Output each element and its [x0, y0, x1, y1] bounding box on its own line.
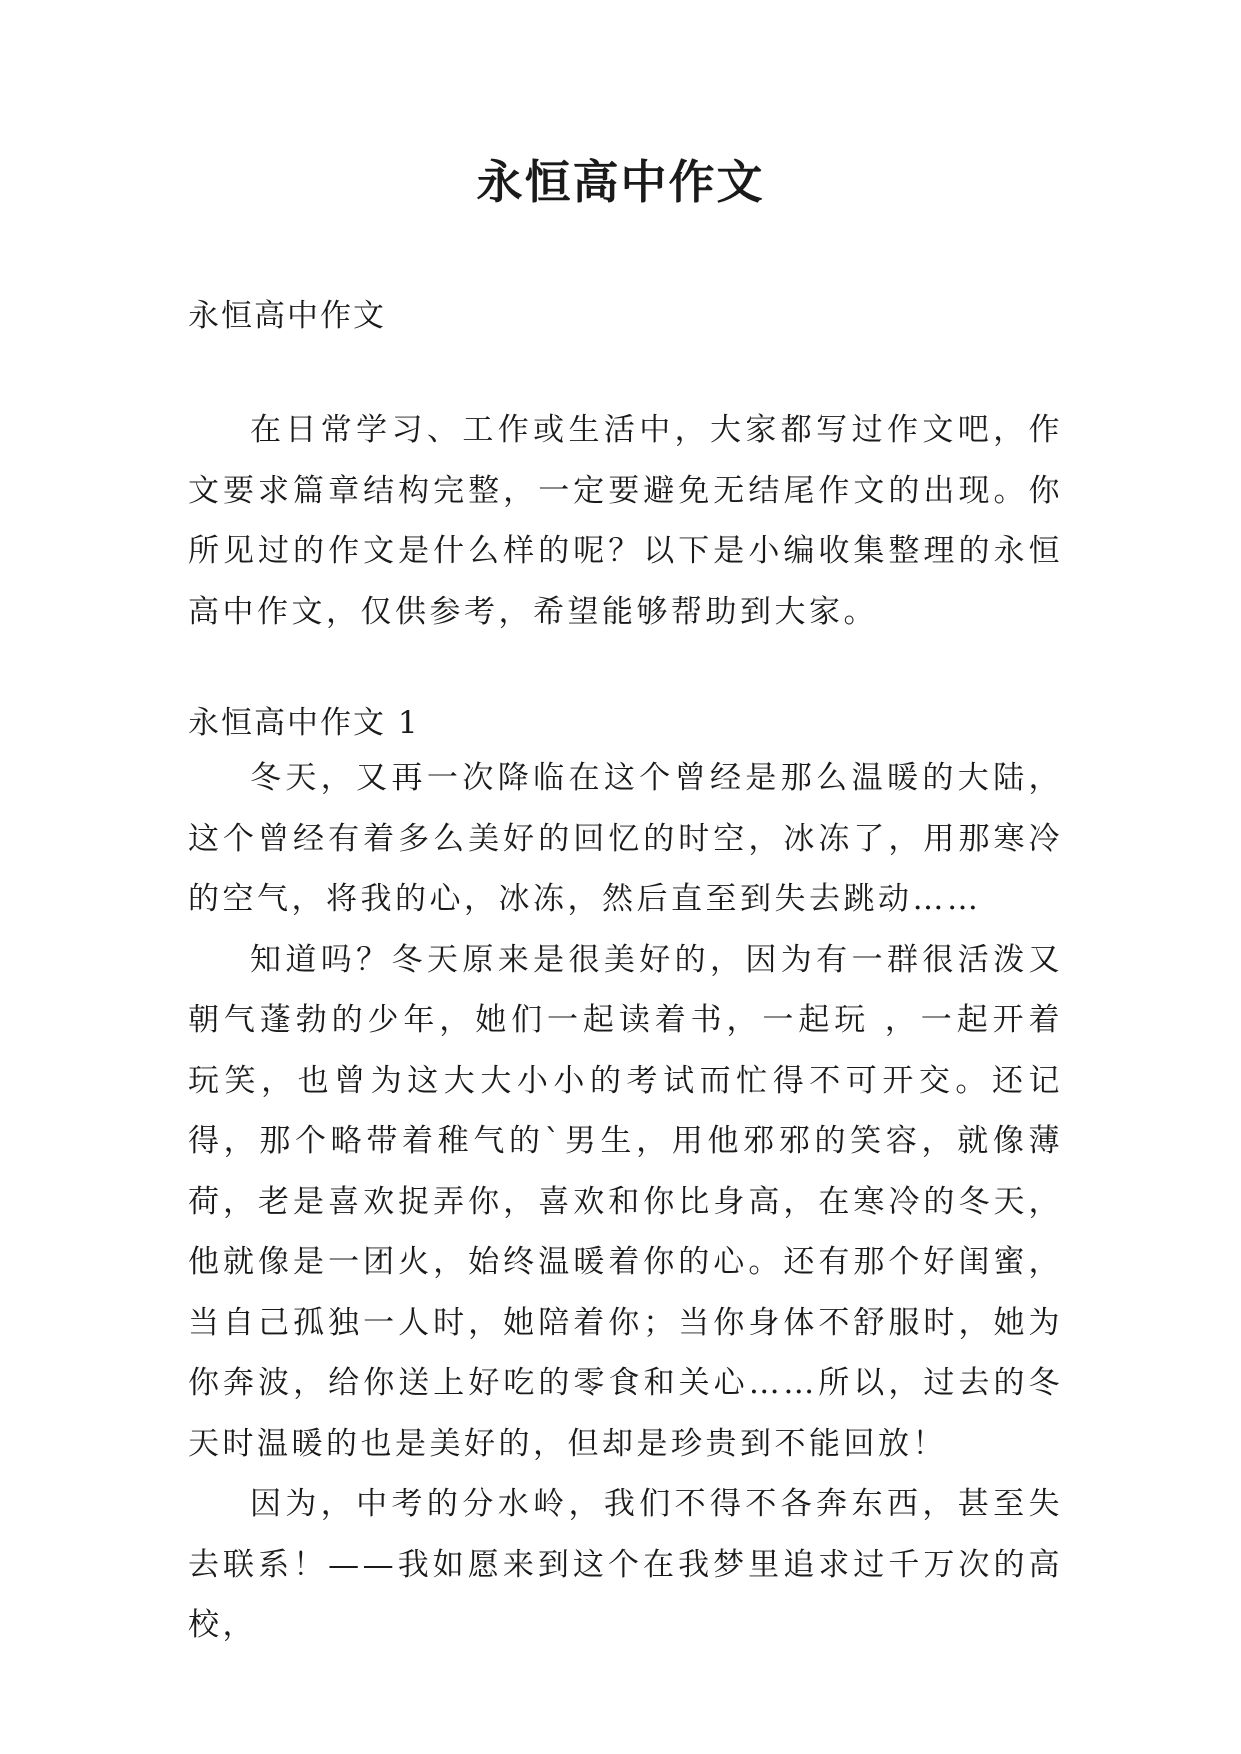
- essay-body: [188, 748, 1063, 1656]
- intro-paragraph: 在日常学习、工作或生活中，大家都写过作文吧，作文要求篇章结构完整，一定要避免无结尾作文的出现。你所见过的作文是什么样的呢？以下是小编收集整理的永恒高中作文，仅供参考，希望能够帮助到大家。: [188, 412, 1063, 630]
- section-heading: 永恒高中作文 1: [188, 705, 420, 741]
- intro-heading: 永恒高中作文: [188, 298, 386, 334]
- document-title: 永恒高中作文: [476, 155, 765, 209]
- body-paragraph-3: 因为，中考的分水岭，我们不得不各奔东西，甚至失去联系！——我如愿来到这个在我梦里追求过千万次的高校，: [188, 1486, 1063, 1643]
- body-paragraph-2: 知道吗？冬天原来是很美好的，因为有一群很活泼又朝气蓬勃的少年，她们一起读着书，一起玩 ，一起开着玩笑，也曾为这大大小小的考试而忙得不可开交。还记得，那个略带着稚气的`男生，用他邪邪的笑容，就像薄荷，老是喜欢捉弄你，喜欢和你比身高，在寒冷的冬天，他就像是一团火，始终温暖着你的心。还有那个好闺蜜，当自己孤独一人时，她陪着你；当你身体不舒服时，她为你奔波，给你送上好吃的零食和关心……所以，过去的冬天时温暖的也是美好的，但却是珍贵到不能回放！: [188, 941, 1063, 1462]
- body-paragraph-1: 冬天，又再一次降临在这个曾经是那么温暖的大陆，这个曾经有着多么美好的回忆的时空，冰冻了，用那寒冷的空气，将我的心，冰冻，然后直至到失去跳动……: [188, 760, 1063, 917]
